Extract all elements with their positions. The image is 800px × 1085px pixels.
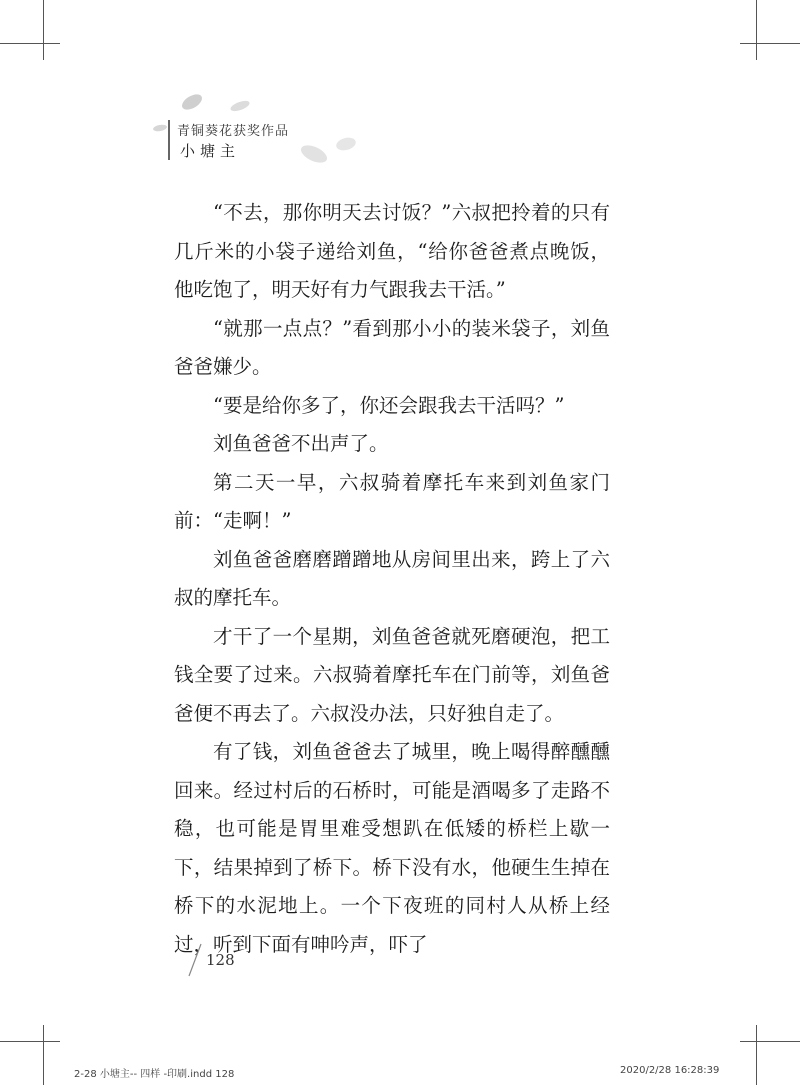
crop-mark-top-left-v [43,0,44,60]
crop-mark-bottom-left-v [43,1025,44,1085]
crop-mark-bottom-right-h [740,1041,800,1042]
paragraph: 刘鱼爸爸磨磨蹭蹭地从房间里出来，跨上了六叔的摩托车。 [174,547,610,609]
header-title: 小塘主 [180,142,241,160]
slug-datetime: 2020/2/28 16:28:39 [620,1065,720,1076]
paragraph: “要是给你多了，你还会跟我去干活吗？” [213,393,565,417]
crop-mark-top-left-h [0,43,60,44]
petal-decoration-right-icon [292,128,372,173]
paragraph: 才干了一个星期，刘鱼爸爸就死磨硬泡，把工钱全要了过来。六叔骑着摩托车在门前等，刘鱼爸爸便不再去了。六叔没办法，只好独自走了。 [174,624,610,725]
page-number: 128 [206,951,235,969]
crop-mark-bottom-left-h [0,1041,60,1042]
crop-mark-bottom-right-v [756,1025,757,1085]
paragraph: 刘鱼爸爸不出声了。 [213,432,389,455]
paragraph: “不去，那你明天去讨饭？”六叔把拎着的只有几斤米的小袋子递给刘鱼，“给你爸爸煮点晚饭，他吃饱了，明天好有力气跟我去干活。” [174,201,610,301]
header-series: 青铜葵花获奖作品 [177,124,290,139]
crop-mark-top-right-v [756,0,757,60]
folio-slash-icon [186,942,204,978]
paragraph: “就那一点点？”看到那小小的装米袋子，刘鱼爸爸嫌少。 [174,316,610,378]
body-text [174,194,610,964]
petal-decoration-icon [140,88,260,148]
paragraph: 第二天一早，六叔骑着摩托车来到刘鱼家门前：“走啊！” [174,470,610,532]
paragraph: 有了钱，刘鱼爸爸去了城里，晚上喝得醉醺醺回来。经过村后的石桥时，可能是酒喝多了走路不稳，也可能是胃里难受想趴在低矮的桥栏上歇一下，结果掉到了桥下。桥下没有水，他硬生生掉在桥下的水泥地上。一个下夜班的同村人从桥上经过，听到下面有呻吟声，吓了 [174,740,610,956]
header-rule [168,120,170,160]
crop-mark-top-right-h [740,43,800,44]
slug-file: 2-28 小塘主-- 四样 -印刷.indd 128 [74,1069,235,1080]
